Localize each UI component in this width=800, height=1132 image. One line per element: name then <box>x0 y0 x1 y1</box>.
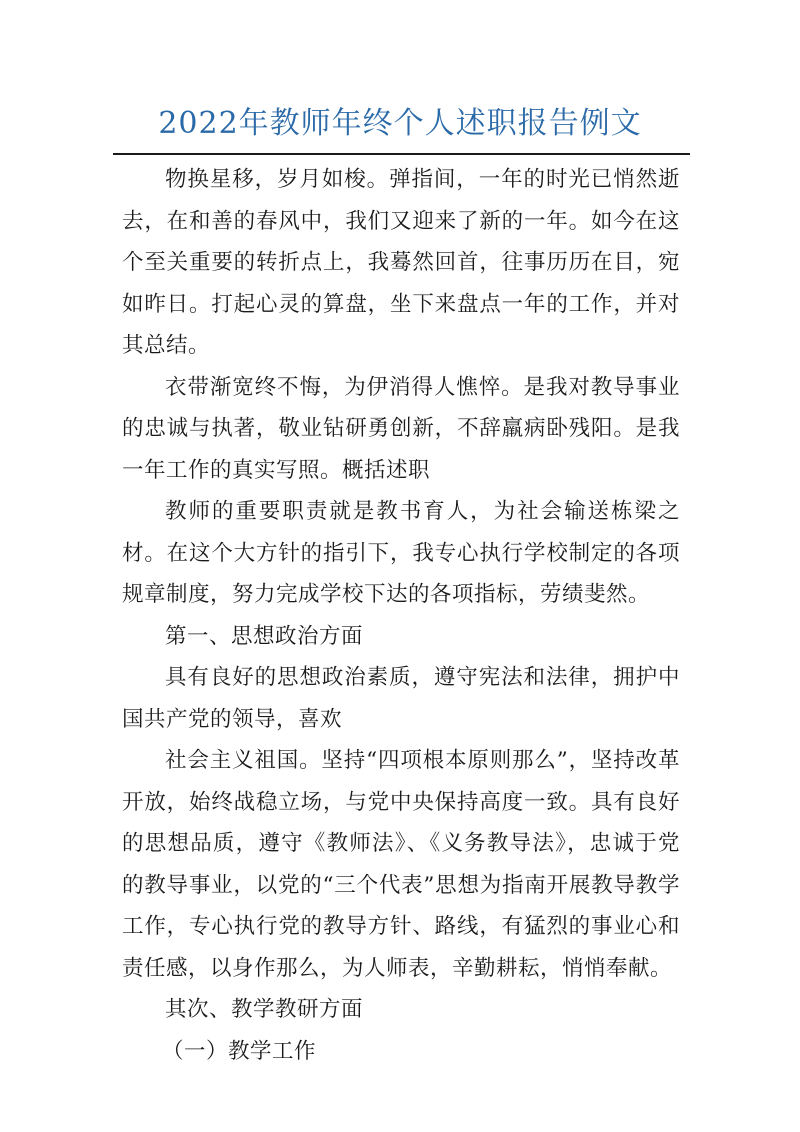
paragraph-duty: 教师的重要职责就是教书育人，为社会输送栋梁之材。在这个大方针的指引下，我专心执行学校制定的各项规章制度，努力完成学校下达的各项指标，劳绩斐然。 <box>122 499 680 607</box>
document-title: 2022年教师年终个人述职报告例文 <box>158 106 642 141</box>
paragraph-politics-2: 社会主义祖国。坚持“四项根本原则那么”，坚持改革开放，始终战稳立场，与党中央保持高度一致。具有良好的思想品质，遵守《教师法》、《义务教导法》，忠诚于党的教导事业，以党的“三个代表”思想为指南开展教导教学工作，专心执行党的教导方针、路线，有猛烈的事业心和责任感，以身作那么，为人师表，辛勤耕耘，悄悄奉献。 <box>122 748 680 981</box>
title-divider <box>113 153 690 155</box>
section-heading-politics: 第一、思想政治方面 <box>165 623 364 649</box>
paragraph-intro: 物换星移，岁月如梭。弹指间，一年的时光已悄然逝去，在和善的春风中，我们又迎来了新的一年。如今在这个至关重要的转折点上，我蓦然回首，往事历历在目，宛如昨日。打起心灵的算盘，坐下来盘点一年的工作，并对其总结。 <box>122 167 680 358</box>
paragraph-dedication: 衣带渐宽终不悔，为伊消得人憔悴。是我对教导事业的忠诚与执著，敬业钻研勇创新，不辞羸病卧残阳。是我一年工作的真实写照。概括述职 <box>122 374 680 483</box>
paragraph-politics-1: 具有良好的思想政治素质，遵守宪法和法律，拥护中国共产党的领导，喜欢 <box>122 665 680 732</box>
subheading-teaching-work: （一）教学工作 <box>162 1038 317 1064</box>
section-heading-teaching: 其次、教学教研方面 <box>165 997 364 1022</box>
document-body <box>122 159 680 1072</box>
